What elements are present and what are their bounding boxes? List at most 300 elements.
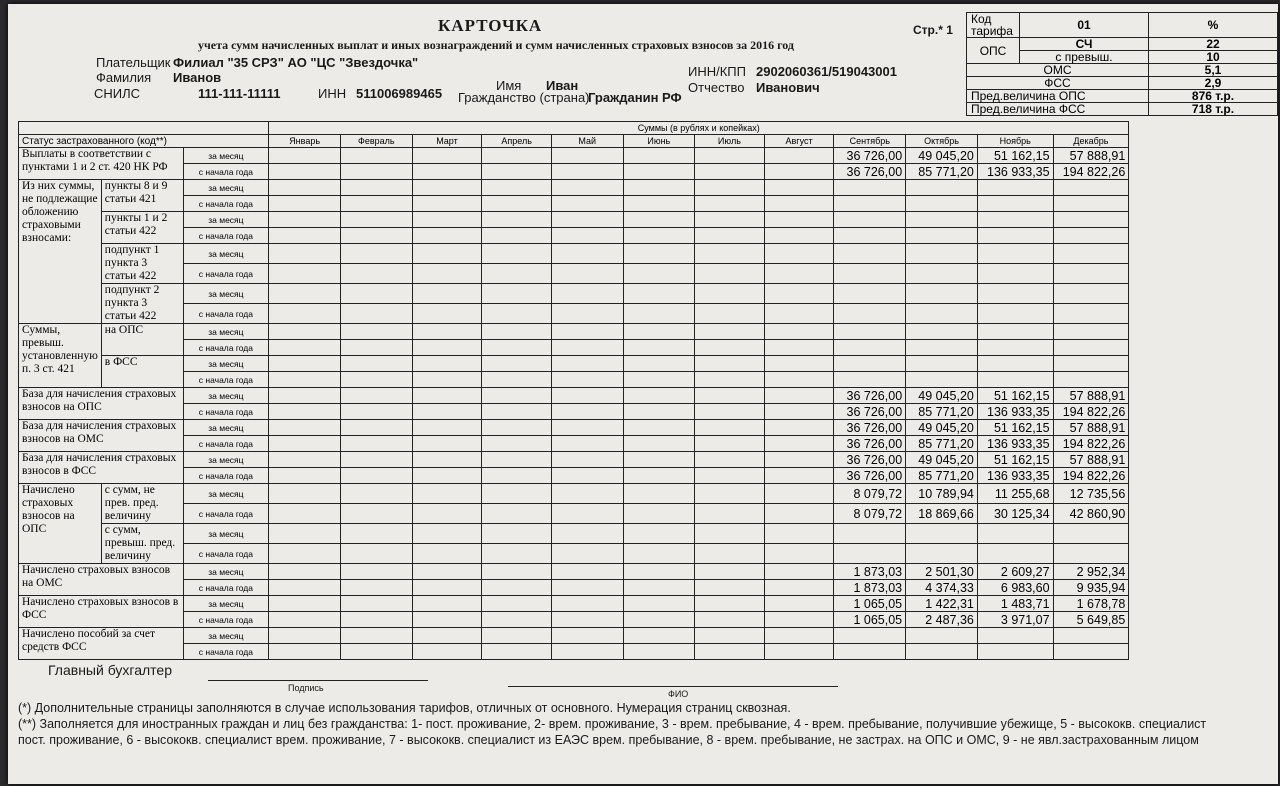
within-limit-label: с сумм, не прев. пред. величину xyxy=(101,484,183,524)
amount-cell: 9 935,94 xyxy=(1053,580,1129,596)
amount-cell xyxy=(269,148,341,164)
table-row xyxy=(19,544,1278,564)
amount-cell xyxy=(269,244,341,264)
amount-cell xyxy=(412,644,482,660)
amount-cell xyxy=(1053,304,1129,324)
period-label: за месяц xyxy=(183,356,269,372)
chief-accountant-label: Главный бухгалтер xyxy=(48,662,172,678)
page-number: Стр.* 1 xyxy=(913,23,953,37)
month-header: Ноябрь xyxy=(977,135,1053,148)
table-row xyxy=(19,264,1278,284)
amount-cell xyxy=(623,244,695,264)
amount-cell xyxy=(764,372,834,388)
amount-cell xyxy=(551,564,623,580)
amount-cell: 49 045,20 xyxy=(906,148,978,164)
amount-cell xyxy=(764,388,834,404)
amount-cell xyxy=(269,628,341,644)
amount-cell xyxy=(695,372,765,388)
header-row xyxy=(19,122,1278,135)
amount-cell xyxy=(482,324,552,340)
amount-cell xyxy=(623,504,695,524)
amount-cell xyxy=(269,564,341,580)
amount-cell xyxy=(906,356,978,372)
amount-cell: 8 079,72 xyxy=(834,504,906,524)
period-label: с начала года xyxy=(183,612,269,628)
p1-2-label: пункты 1 и 2 статьи 422 xyxy=(101,212,183,244)
amount-cell xyxy=(623,628,695,644)
amount-cell xyxy=(551,212,623,228)
amount-cell: 36 726,00 xyxy=(834,468,906,484)
amount-cell: 57 888,91 xyxy=(1053,148,1129,164)
amount-cell xyxy=(412,504,482,524)
table-row xyxy=(19,324,1278,340)
period-label: с начала года xyxy=(183,304,269,324)
excess-fss-label: в ФСС xyxy=(101,356,183,388)
amount-cell xyxy=(551,580,623,596)
amount-cell: 10 789,94 xyxy=(906,484,978,504)
snils-label: СНИЛС xyxy=(94,86,141,101)
amount-cell xyxy=(340,484,412,504)
table-row xyxy=(19,372,1278,388)
amount-cell xyxy=(623,404,695,420)
amount-cell xyxy=(482,644,552,660)
amount-cell xyxy=(482,564,552,580)
amount-cell xyxy=(482,524,552,544)
amount-cell xyxy=(412,420,482,436)
amount-cell xyxy=(551,596,623,612)
table-row xyxy=(19,340,1278,356)
amount-cell: 2 952,34 xyxy=(1053,564,1129,580)
amount-cell xyxy=(551,644,623,660)
amount-cell xyxy=(551,356,623,372)
amount-cell xyxy=(340,524,412,544)
amount-cell: 194 822,26 xyxy=(1053,436,1129,452)
amount-cell xyxy=(977,196,1053,212)
tariff-limit-ops-value: 876 т.р. xyxy=(1149,90,1278,103)
amount-cell xyxy=(623,468,695,484)
amount-cell xyxy=(340,504,412,524)
amount-cell: 194 822,26 xyxy=(1053,404,1129,420)
amount-cell: 85 771,20 xyxy=(906,468,978,484)
amount-cell xyxy=(1053,628,1129,644)
amount-cell xyxy=(551,196,623,212)
period-label: с начала года xyxy=(183,580,269,596)
amount-cell xyxy=(834,304,906,324)
amount-cell xyxy=(764,644,834,660)
amount-cell xyxy=(764,504,834,524)
amount-cell: 49 045,20 xyxy=(906,420,978,436)
tariff-percent-label: % xyxy=(1149,13,1278,38)
amount-cell xyxy=(906,372,978,388)
period-label: с начала года xyxy=(183,264,269,284)
amount-cell xyxy=(551,148,623,164)
excess-group-label: Суммы, превыш. установленную п. 3 ст. 421 xyxy=(19,324,102,388)
amount-cell xyxy=(269,356,341,372)
amount-cell xyxy=(977,628,1053,644)
amount-cell xyxy=(340,196,412,212)
period-label: с начала года xyxy=(183,404,269,420)
amount-cell xyxy=(834,244,906,264)
amount-cell xyxy=(977,244,1053,264)
amount-cell: 36 726,00 xyxy=(834,436,906,452)
period-label: за месяц xyxy=(183,180,269,196)
amount-cell xyxy=(551,452,623,468)
amount-cell xyxy=(764,356,834,372)
period-label: за месяц xyxy=(183,324,269,340)
tariff-fss-label: ФСС xyxy=(967,77,1149,90)
amount-cell xyxy=(695,436,765,452)
amount-cell xyxy=(977,228,1053,244)
patronymic-value: Иванович xyxy=(756,80,820,95)
amount-cell: 194 822,26 xyxy=(1053,468,1129,484)
amount-cell xyxy=(977,264,1053,284)
period-label: за месяц xyxy=(183,148,269,164)
amount-cell xyxy=(834,180,906,196)
amount-cell xyxy=(340,596,412,612)
amount-cell: 36 726,00 xyxy=(834,164,906,180)
amount-cell xyxy=(695,264,765,284)
amount-cell xyxy=(695,468,765,484)
month-header: Октябрь xyxy=(906,135,978,148)
amount-cell xyxy=(269,644,341,660)
base-fss-label: База для начисления страховых взносов в ФСС xyxy=(19,452,184,484)
amount-cell xyxy=(695,304,765,324)
amount-cell xyxy=(412,372,482,388)
amount-cell: 11 255,68 xyxy=(977,484,1053,504)
amount-cell: 36 726,00 xyxy=(834,404,906,420)
tariff-code-label: Код тарифа xyxy=(967,13,1020,38)
amount-cell xyxy=(834,284,906,304)
inn-label: ИНН xyxy=(318,86,347,101)
amount-cell xyxy=(551,504,623,524)
footnote-2b: пост. проживание, 6 - высококв. специалист врем. проживание, 7 - высококв. специалист из ЕАЭС врем. пребывание, 8 - врем. пребывание, не застрах. на ОПС и ОМС, 9 - не явл.застрахованным лицом xyxy=(18,733,1199,747)
amount-cell: 1 873,03 xyxy=(834,564,906,580)
amount-cell xyxy=(695,544,765,564)
amount-cell xyxy=(269,580,341,596)
period-label: за месяц xyxy=(183,420,269,436)
amount-cell xyxy=(412,304,482,324)
amount-cell xyxy=(340,180,412,196)
amount-cell xyxy=(412,264,482,284)
amount-cell xyxy=(340,304,412,324)
amount-cell xyxy=(764,484,834,504)
amount-cell xyxy=(623,164,695,180)
amount-cell xyxy=(834,628,906,644)
amount-cell xyxy=(906,284,978,304)
amount-cell xyxy=(340,420,412,436)
amount-cell xyxy=(340,340,412,356)
amount-cell xyxy=(977,340,1053,356)
amount-cell xyxy=(695,628,765,644)
amount-cell: 136 933,35 xyxy=(977,404,1053,420)
amount-cell xyxy=(269,164,341,180)
tariff-fss-value: 2,9 xyxy=(1149,77,1278,90)
accrued-ops-label: Начислено страховых взносов на ОПС xyxy=(19,484,102,564)
amount-cell xyxy=(695,284,765,304)
amount-cell xyxy=(623,564,695,580)
tariff-limit-fss-value: 718 т.р. xyxy=(1149,103,1278,116)
amount-cell xyxy=(1053,180,1129,196)
amount-cell xyxy=(412,180,482,196)
tariff-limit-fss-label: Пред.величина ФСС xyxy=(967,103,1149,116)
amount-cell xyxy=(834,340,906,356)
amount-cell: 57 888,91 xyxy=(1053,420,1129,436)
amount-cell xyxy=(412,244,482,264)
footnote-1: (*) Дополнительные страницы заполняются в случае использования тарифов, отличных от основного. Нумерация страниц сквозная. xyxy=(18,701,791,715)
amount-cell xyxy=(482,612,552,628)
tariff-sch-value: 22 xyxy=(1149,38,1278,51)
amount-cell xyxy=(269,196,341,212)
amount-cell xyxy=(1053,196,1129,212)
amount-cell: 85 771,20 xyxy=(906,164,978,180)
amount-cell xyxy=(551,628,623,644)
amount-cell xyxy=(623,228,695,244)
citizenship-label: Гражданство (страна) xyxy=(458,90,590,105)
amount-cell: 51 162,15 xyxy=(977,148,1053,164)
amount-cell xyxy=(764,612,834,628)
amount-cell xyxy=(482,148,552,164)
document-page xyxy=(8,4,1278,784)
amount-cell: 2 609,27 xyxy=(977,564,1053,580)
period-label: за месяц xyxy=(183,596,269,612)
period-label: за месяц xyxy=(183,244,269,264)
amount-cell xyxy=(412,228,482,244)
amount-cell xyxy=(482,420,552,436)
amount-cell xyxy=(482,544,552,564)
amount-cell xyxy=(977,284,1053,304)
amount-cell xyxy=(412,340,482,356)
amount-cell xyxy=(482,264,552,284)
amount-cell: 1 678,78 xyxy=(1053,596,1129,612)
amount-cell xyxy=(1053,524,1129,544)
amount-cell: 1 873,03 xyxy=(834,580,906,596)
amount-cell xyxy=(764,524,834,544)
amount-cell xyxy=(269,404,341,420)
amount-cell xyxy=(623,148,695,164)
amount-cell xyxy=(551,244,623,264)
amount-cell: 49 045,20 xyxy=(906,452,978,468)
inn-value: 511006989465 xyxy=(356,86,443,101)
amount-cell xyxy=(695,148,765,164)
amount-cell: 6 983,60 xyxy=(977,580,1053,596)
amount-cell xyxy=(834,644,906,660)
table-row xyxy=(19,612,1278,628)
amount-cell xyxy=(269,372,341,388)
tariff-sch-label: СЧ xyxy=(1020,38,1149,51)
amount-cell xyxy=(834,228,906,244)
amount-cell xyxy=(623,196,695,212)
amount-cell xyxy=(623,264,695,284)
amount-cell xyxy=(764,580,834,596)
amount-cell: 30 125,34 xyxy=(977,504,1053,524)
period-label: с начала года xyxy=(183,436,269,452)
amount-cell xyxy=(269,524,341,544)
amount-cell xyxy=(482,244,552,264)
amount-cell xyxy=(764,596,834,612)
payer-value: Филиал "35 СРЗ" АО "ЦС "Звездочка" xyxy=(173,55,419,70)
amount-cell xyxy=(412,148,482,164)
amount-cell xyxy=(623,304,695,324)
amount-cell xyxy=(764,404,834,420)
tariff-oms-value: 5,1 xyxy=(1149,64,1278,77)
table-row xyxy=(19,356,1278,372)
amount-cell xyxy=(412,388,482,404)
amount-cell: 1 065,05 xyxy=(834,612,906,628)
amount-cell: 2 501,30 xyxy=(906,564,978,580)
amount-cell xyxy=(695,420,765,436)
amount-cell xyxy=(977,372,1053,388)
amount-cell xyxy=(340,564,412,580)
month-header: Июнь xyxy=(623,135,695,148)
amount-cell xyxy=(269,228,341,244)
amount-cell xyxy=(906,212,978,228)
amount-cell xyxy=(340,228,412,244)
period-label: с начала года xyxy=(183,644,269,660)
amount-cell xyxy=(412,596,482,612)
amount-cell xyxy=(834,524,906,544)
amount-cell xyxy=(906,228,978,244)
amount-cell: 57 888,91 xyxy=(1053,388,1129,404)
month-header: Декабрь xyxy=(1053,135,1129,148)
amount-cell xyxy=(623,612,695,628)
amount-cell xyxy=(269,544,341,564)
amount-cell xyxy=(551,404,623,420)
amount-cell xyxy=(412,436,482,452)
table-row xyxy=(19,164,1278,180)
amount-cell xyxy=(551,544,623,564)
table-row xyxy=(19,420,1278,436)
amount-cell xyxy=(906,644,978,660)
period-label: с начала года xyxy=(183,228,269,244)
table-row xyxy=(19,524,1278,544)
table-row xyxy=(19,628,1278,644)
amount-cell: 51 162,15 xyxy=(977,420,1053,436)
month-header: Май xyxy=(551,135,623,148)
month-header: Апрель xyxy=(482,135,552,148)
amount-cell xyxy=(551,340,623,356)
amount-cell xyxy=(834,264,906,284)
amount-cell xyxy=(623,524,695,544)
amount-cell: 4 374,33 xyxy=(906,580,978,596)
amount-cell: 18 869,66 xyxy=(906,504,978,524)
amount-cell xyxy=(269,212,341,228)
amount-cell xyxy=(623,388,695,404)
amount-cell xyxy=(340,612,412,628)
name-label: Имя xyxy=(496,78,522,93)
amount-cell xyxy=(623,420,695,436)
amount-cell xyxy=(764,564,834,580)
tariff-over-value: 10 xyxy=(1149,51,1278,64)
amount-cell xyxy=(340,372,412,388)
period-label: с начала года xyxy=(183,504,269,524)
table-row xyxy=(19,484,1278,504)
amount-cell xyxy=(412,404,482,420)
card-title: КАРТОЧКА xyxy=(438,16,543,35)
amount-cell xyxy=(695,180,765,196)
amount-cell xyxy=(623,452,695,468)
table-row xyxy=(19,148,1278,164)
amount-cell xyxy=(412,524,482,544)
table-row xyxy=(19,196,1278,212)
amount-cell xyxy=(340,356,412,372)
amount-cell xyxy=(482,356,552,372)
amount-cell xyxy=(764,628,834,644)
amount-cell xyxy=(482,180,552,196)
months-row xyxy=(19,135,1278,148)
accruals-table xyxy=(18,121,1278,660)
table-row xyxy=(19,404,1278,420)
amount-cell xyxy=(764,452,834,468)
amount-cell xyxy=(834,212,906,228)
amount-cell xyxy=(623,324,695,340)
amount-cell xyxy=(551,612,623,628)
amount-cell xyxy=(1053,324,1129,340)
amount-cell xyxy=(551,324,623,340)
amount-cell xyxy=(834,372,906,388)
period-label: с начала года xyxy=(183,544,269,564)
period-label: за месяц xyxy=(183,452,269,468)
over-limit-label: с сумм, превыш. пред. величину xyxy=(101,524,183,564)
signature-label: Подпись xyxy=(288,683,324,693)
table-row xyxy=(19,436,1278,452)
amount-cell: 194 822,26 xyxy=(1053,164,1129,180)
amount-cell xyxy=(1053,544,1129,564)
card-subtitle: учета сумм начисленных выплат и иных вознаграждений и сумм начисленных страховых взносов за 2016 год xyxy=(198,38,795,52)
amount-cell xyxy=(269,436,341,452)
amount-cell xyxy=(977,524,1053,544)
amount-cell: 1 065,05 xyxy=(834,596,906,612)
amount-cell xyxy=(906,180,978,196)
amount-cell xyxy=(340,212,412,228)
amount-cell xyxy=(1053,212,1129,228)
table-row xyxy=(19,580,1278,596)
amount-cell xyxy=(695,356,765,372)
amount-cell xyxy=(551,372,623,388)
fio-line xyxy=(508,686,838,687)
p8-9-label: пункты 8 и 9 статьи 421 xyxy=(101,180,183,212)
amount-cell xyxy=(269,596,341,612)
amount-cell xyxy=(695,596,765,612)
tariff-table xyxy=(966,12,1278,116)
month-header: Сентябрь xyxy=(834,135,906,148)
amount-cell xyxy=(269,304,341,324)
amount-cell xyxy=(695,212,765,228)
amount-cell xyxy=(340,264,412,284)
amount-cell xyxy=(551,228,623,244)
amount-cell: 36 726,00 xyxy=(834,388,906,404)
amount-cell xyxy=(340,404,412,420)
amount-cell xyxy=(340,644,412,660)
benefits-fss-label: Начислено пособий за счет средств ФСС xyxy=(19,628,184,660)
amount-cell xyxy=(551,524,623,544)
amount-cell xyxy=(906,264,978,284)
amount-cell xyxy=(482,212,552,228)
amount-cell xyxy=(764,304,834,324)
sums-header: Суммы (в рублях и копейках) xyxy=(269,122,1129,135)
inn-kpp-label: ИНН/КПП xyxy=(688,64,746,79)
amount-cell xyxy=(482,404,552,420)
amount-cell xyxy=(695,244,765,264)
amount-cell xyxy=(269,612,341,628)
amount-cell xyxy=(482,452,552,468)
period-label: за месяц xyxy=(183,628,269,644)
fio-label: ФИО xyxy=(668,689,689,699)
amount-cell xyxy=(269,452,341,468)
period-label: с начала года xyxy=(183,196,269,212)
amount-cell xyxy=(834,324,906,340)
amount-cell xyxy=(482,484,552,504)
amount-cell xyxy=(695,452,765,468)
